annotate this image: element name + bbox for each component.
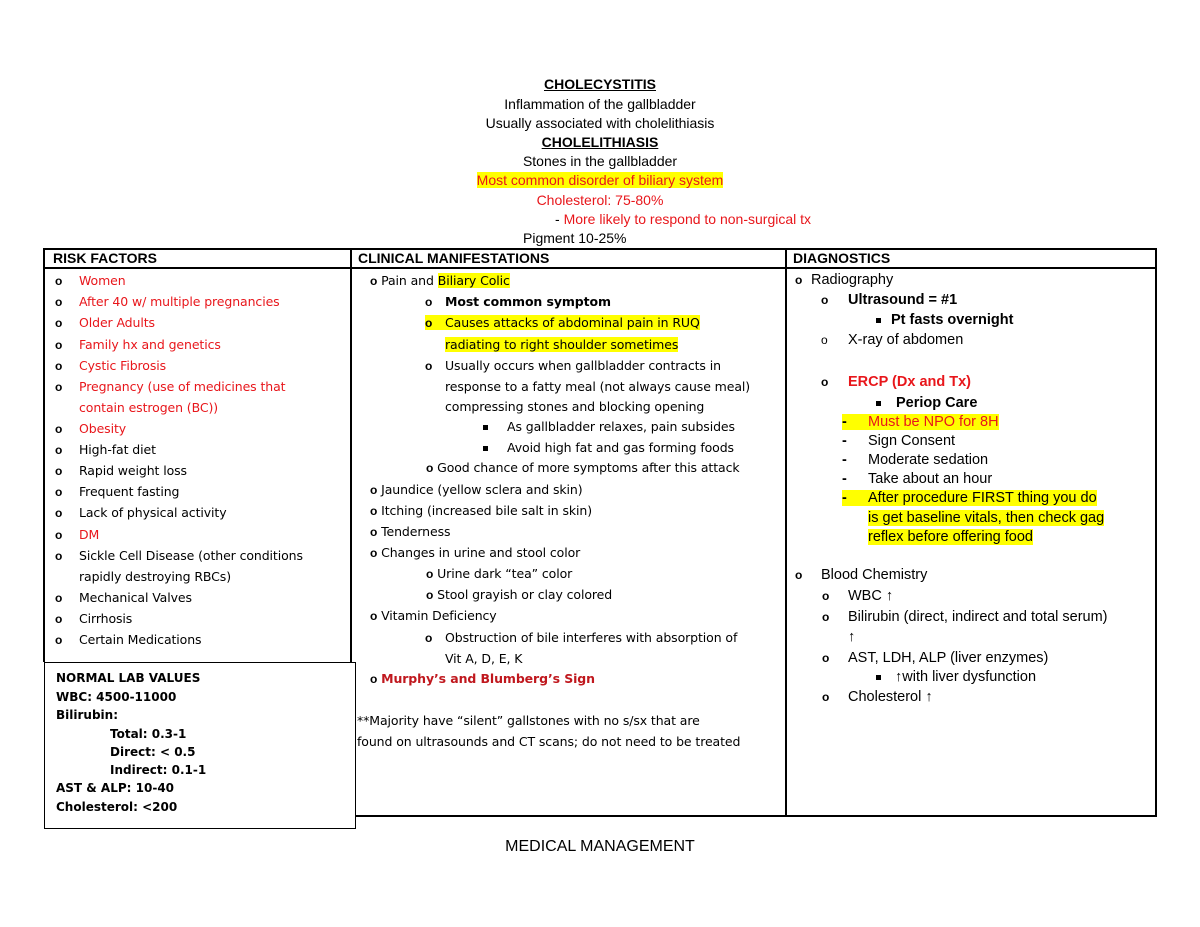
cholelithiasis-definition: Stones in the gallbladder (522, 153, 678, 169)
lab-cholesterol: Cholesterol: <200 (56, 800, 178, 814)
list-item: Pt fasts overnight (876, 312, 1013, 328)
majority-note-line1: **Majority have “silent” gallstones with no s/sx that are (357, 713, 700, 728)
lab-ast-alp: AST & ALP: 10-40 (56, 781, 175, 795)
list-item: o Causes attacks of abdominal pain in RUQ (425, 315, 700, 330)
header-diagnostics: DIAGNOSTICS (793, 250, 891, 266)
list-item: o Itching (increased bile salt in skin) (370, 503, 593, 518)
header-risk-factors: RISK FACTORS (53, 250, 157, 266)
list-item-continuation: radiating to right shoulder sometimes (445, 337, 679, 352)
list-item: Avoid high fat and gas forming foods (483, 440, 734, 455)
non-surgical-note: - More likely to respond to non-surgical tx (555, 211, 812, 227)
list-item-continuation: contain estrogen (BC)) (79, 400, 219, 415)
list-item: o Stool grayish or clay colored (426, 587, 613, 602)
list-item: o Ultrasound = #1 (821, 292, 958, 308)
table-header-divider (43, 267, 1157, 269)
lab-bilirubin: Bilirubin: (56, 708, 118, 722)
list-item-continuation: rapidly destroying RBCs) (79, 569, 231, 584)
list-item: o Murphy’s and Blumberg’s Sign (370, 671, 595, 686)
list-item: As gallbladder relaxes, pain subsides (483, 419, 735, 434)
list-item-continuation: compressing stones and blocking opening (445, 399, 705, 414)
list-item: o ERCP (Dx and Tx) (821, 374, 972, 390)
list-item: - Must be NPO for 8H (842, 414, 999, 430)
lab-bilirubin-total: Total: 0.3-1 (110, 727, 187, 741)
list-item: o Urine dark “tea” color (426, 566, 573, 581)
list-item: o Cholesterol ↑ (822, 689, 933, 705)
title-cholelithiasis: CHOLELITHIASIS (541, 134, 659, 150)
col-divider-1 (350, 248, 352, 662)
list-item: o Blood Chemistry (795, 567, 928, 583)
list-item: o Certain Medications (55, 632, 202, 647)
list-item: o Rapid weight loss (55, 463, 187, 478)
list-item: - Take about an hour (842, 471, 993, 487)
list-item-continuation: ↑ (848, 629, 856, 645)
list-item: o Lack of physical activity (55, 505, 227, 520)
header-clinical-manifestations: CLINICAL MANIFESTATIONS (358, 250, 550, 266)
list-item: o Women (55, 273, 126, 288)
lab-bilirubin-direct: Direct: < 0.5 (110, 745, 196, 759)
list-item: o AST, LDH, ALP (liver enzymes) (822, 650, 1049, 666)
list-item: o Cystic Fibrosis (55, 358, 167, 373)
medical-management-heading: MEDICAL MANAGEMENT (505, 838, 695, 855)
list-item-continuation: reflex before offering food (868, 529, 1033, 545)
list-item: o Most common symptom (425, 294, 611, 309)
majority-note-line2: found on ultrasounds and CT scans; do not need to be treated (357, 734, 741, 749)
list-item: o Frequent fasting (55, 484, 180, 499)
list-item: o High-fat diet (55, 442, 156, 457)
list-item: o Tenderness (370, 524, 451, 539)
list-item: o After 40 w/ multiple pregnancies (55, 294, 280, 309)
list-item: o Sickle Cell Disease (other conditions (55, 548, 303, 563)
list-item: o DM (55, 527, 100, 542)
lab-values-title: NORMAL LAB VALUES (56, 671, 201, 685)
table-left-border (43, 248, 45, 662)
list-item: - After procedure FIRST thing you do (842, 490, 1097, 506)
list-item: o Radiography (795, 272, 894, 288)
list-item-continuation: Vit A, D, E, K (445, 651, 523, 666)
list-item-continuation: response to a fatty meal (not always cause meal) (445, 379, 751, 394)
list-item: o Family hx and genetics (55, 337, 221, 352)
list-item: o Mechanical Valves (55, 590, 192, 605)
list-item: o Good chance of more symptoms after this attack (426, 460, 740, 475)
list-item: o Pain and Biliary Colic (370, 273, 510, 288)
lab-wbc: WBC: 4500-11000 (56, 690, 177, 704)
list-item: Periop Care (876, 395, 977, 411)
list-item: o Bilirubin (direct, indirect and total serum) (822, 609, 1108, 625)
title-cholecystitis: CHOLECYSTITIS (543, 76, 656, 92)
list-item: o X-ray of abdomen (821, 332, 964, 348)
list-item: o WBC ↑ (822, 588, 894, 604)
list-item: o Usually occurs when gallbladder contracts in (425, 358, 721, 373)
table-right-border (1155, 248, 1157, 817)
list-item: - Sign Consent (842, 433, 956, 449)
list-item: o Changes in urine and stool color (370, 545, 581, 560)
list-item: ↑with liver dysfunction (876, 669, 1036, 685)
pigment-percent: Pigment 10-25% (523, 230, 627, 246)
list-item: o Older Adults (55, 315, 155, 330)
list-item: - Moderate sedation (842, 452, 989, 468)
table-top-border (43, 248, 1157, 250)
cholesterol-percent: Cholesterol: 75-80% (536, 192, 664, 208)
most-common-disorder: Most common disorder of biliary system (476, 172, 724, 188)
list-item: o Vitamin Deficiency (370, 608, 497, 623)
cholecystitis-association: Usually associated with cholelithiasis (485, 115, 715, 131)
col-divider-2 (785, 248, 787, 817)
list-item: o Obesity (55, 421, 127, 436)
table-bottom-border (355, 815, 1157, 817)
list-item: o Jaundice (yellow sclera and skin) (370, 482, 583, 497)
list-item: o Pregnancy (use of medicines that (55, 379, 286, 394)
lab-bilirubin-indirect: Indirect: 0.1-1 (110, 763, 207, 777)
cholecystitis-definition: Inflammation of the gallbladder (504, 96, 696, 112)
list-item: o Cirrhosis (55, 611, 133, 626)
list-item-continuation: is get baseline vitals, then check gag (868, 510, 1105, 526)
list-item: o Obstruction of bile interferes with absorption of (425, 630, 738, 645)
